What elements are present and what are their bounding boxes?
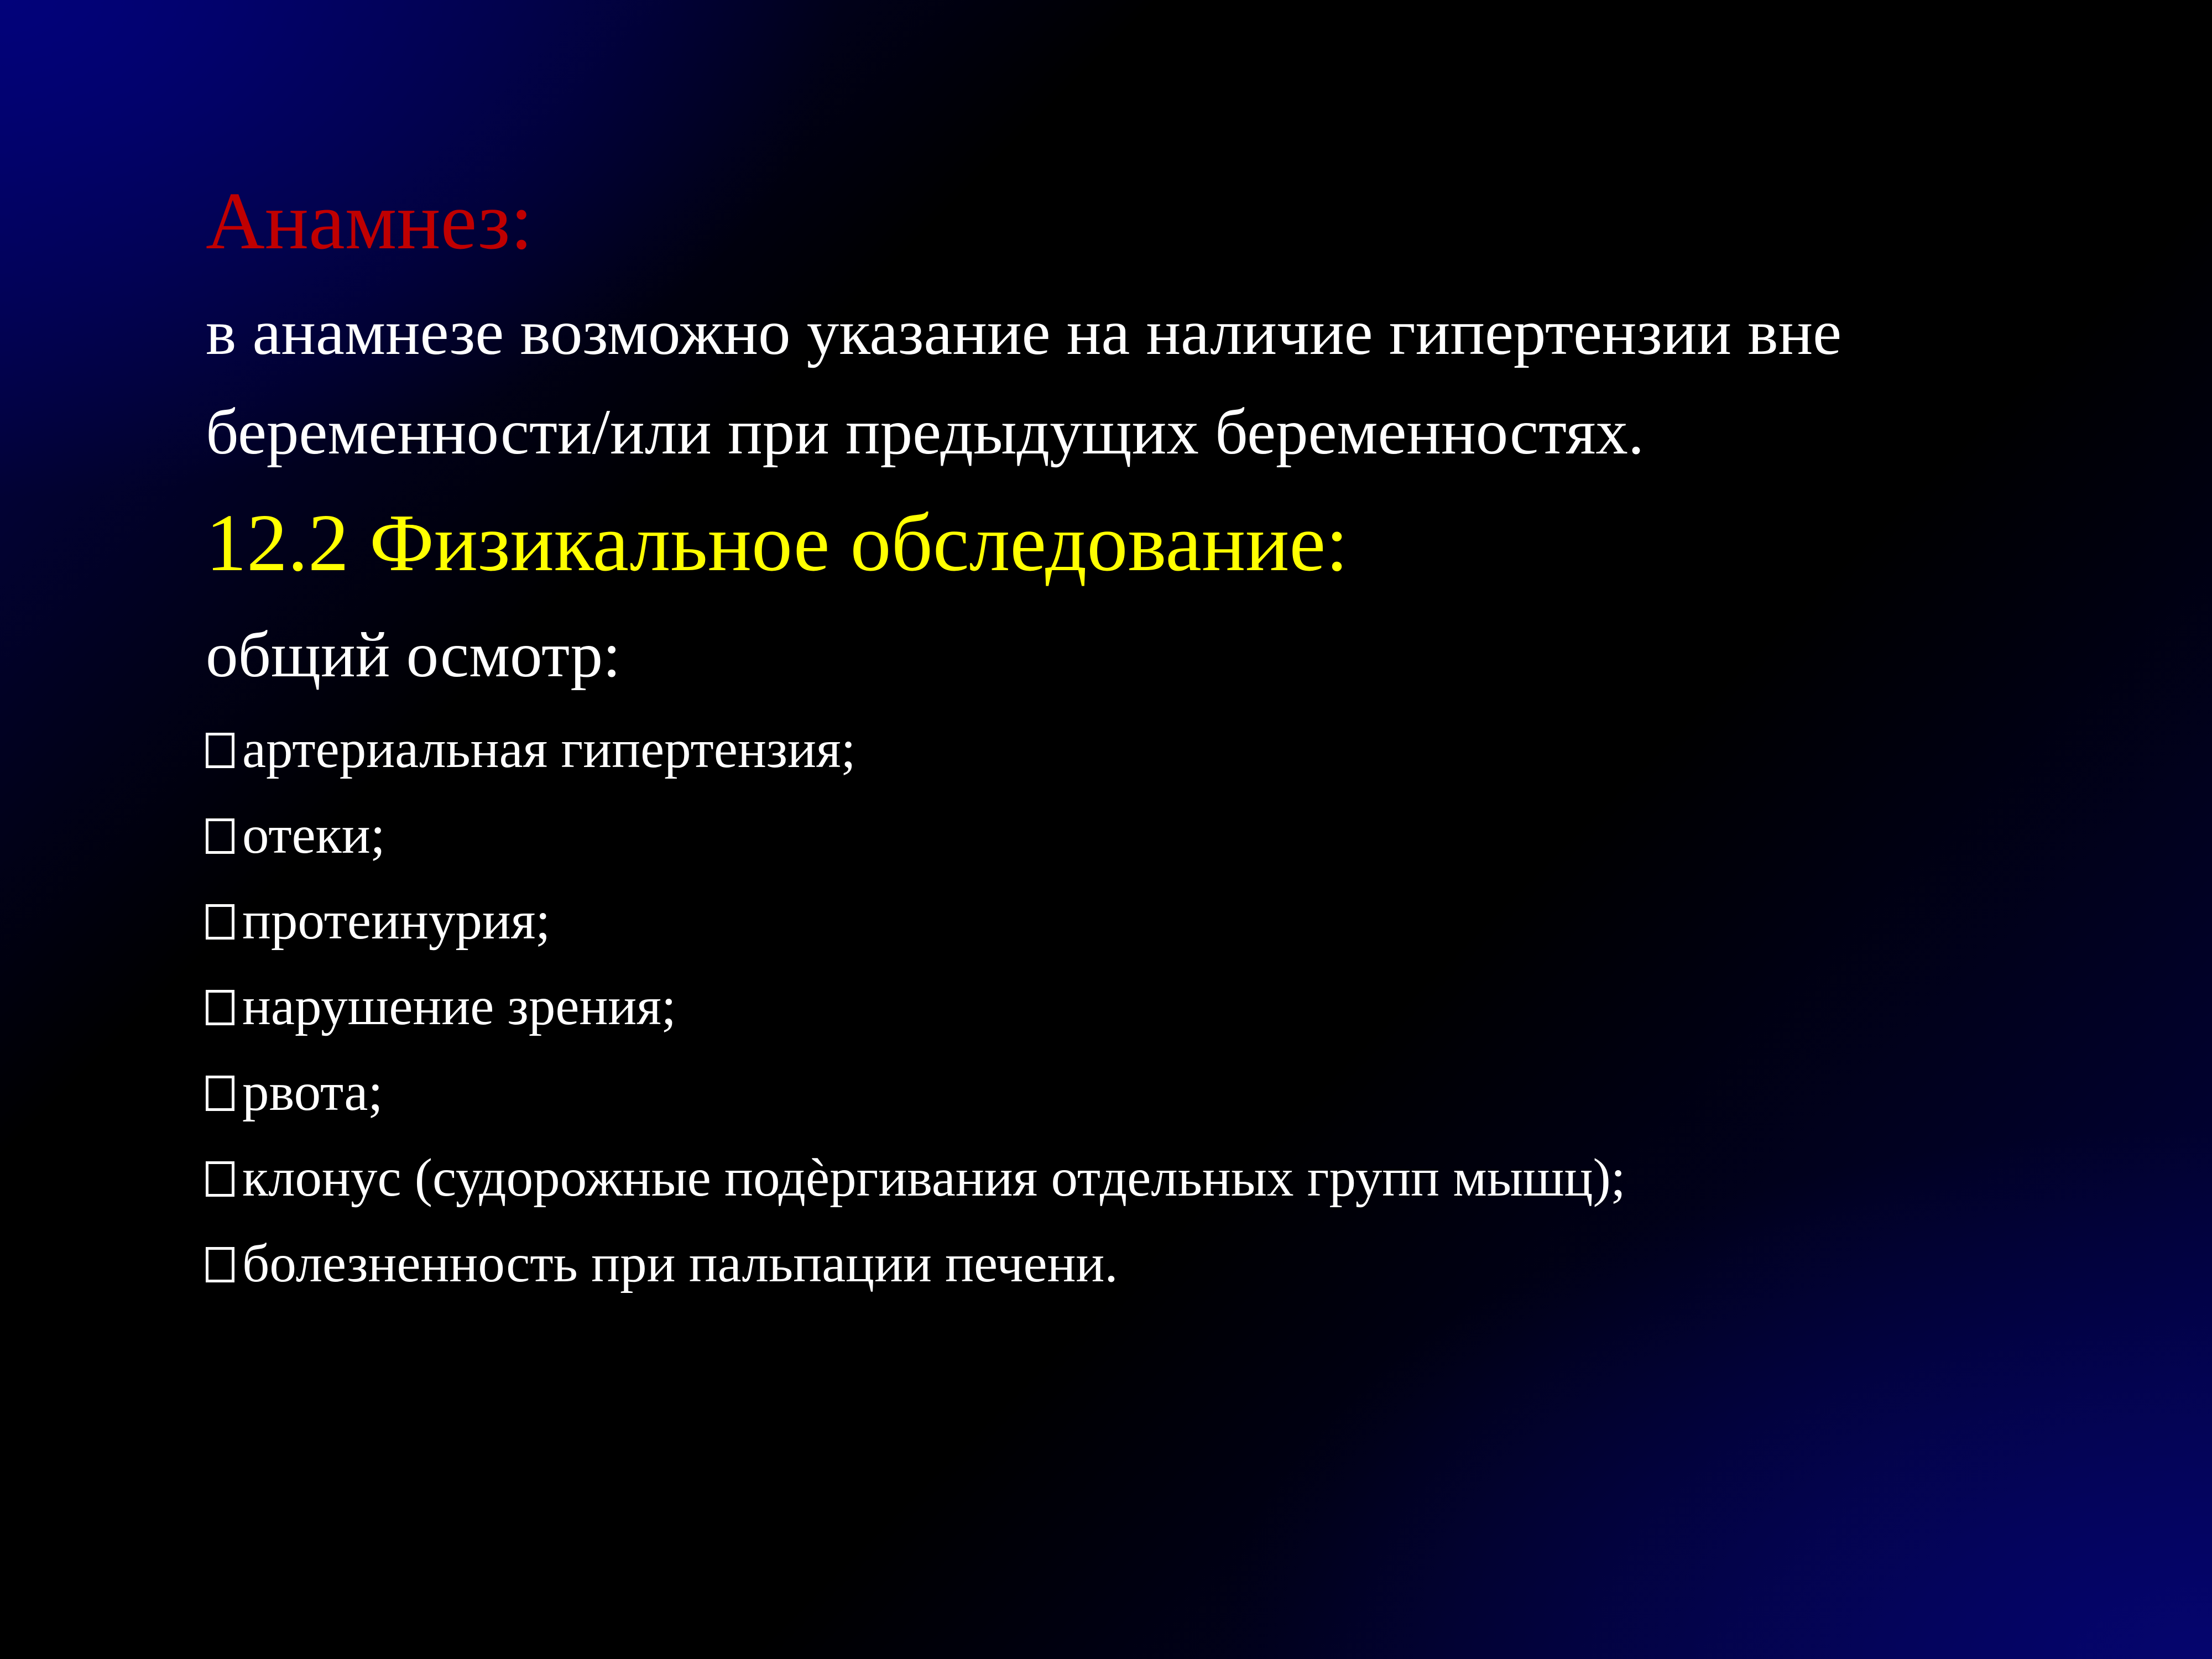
square-bullet-icon [206,1076,234,1111]
anamnesis-text-line-1: в анамнезе возможно указание на наличие гипертензии вне [206,297,1842,368]
general-exam-label: общий осмотр: [206,619,621,691]
square-bullet-icon [206,904,234,940]
square-bullet-icon [206,733,234,768]
finding-item [206,706,2114,792]
finding-item [206,1220,2114,1306]
anamnesis-heading: Анамнез: [206,176,533,267]
anamnesis-text-line-2: беременности/или при предыдущих беременностях. [206,397,1645,468]
anamnesis-text [206,283,2114,482]
slide-content [206,166,2114,1306]
finding-text: рвота; [242,1062,383,1121]
finding-text: клонус (судорожные подѐргивания отдельных групп мышц); [242,1148,1626,1207]
square-bullet-icon [206,818,234,854]
square-bullet-icon [206,990,234,1025]
finding-text: болезненность при пальпации печени. [242,1234,1118,1293]
findings-list [206,706,2114,1306]
finding-item [206,1135,2114,1220]
finding-item [206,963,2114,1049]
finding-item [206,1049,2114,1135]
finding-item [206,878,2114,963]
finding-text: нарушение зрения; [242,977,676,1036]
square-bullet-icon [206,1247,234,1282]
finding-text: протеинурия; [242,891,551,950]
square-bullet-icon [206,1161,234,1197]
finding-text: артериальная гипертензия; [242,719,856,779]
physical-exam-heading: 12.2 Физикальное обследование: [206,498,1349,588]
finding-item [206,792,2114,878]
finding-text: отеки; [242,805,385,864]
